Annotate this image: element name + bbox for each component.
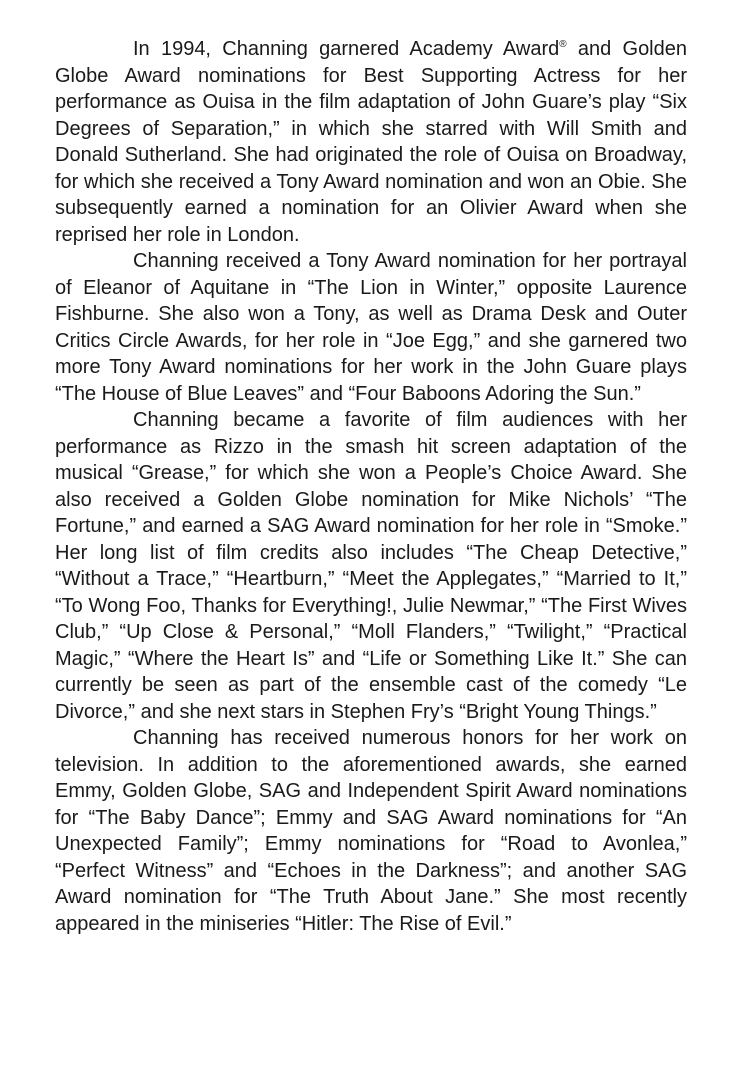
biography-text [55, 36, 687, 937]
paragraph-1-text-end: and Golden Globe Award nominations for Best Supporting Actress for her performance as Ouisa in the film adaptation of John Guare’s play “Six Degrees of Separation,” in which she starred with Will Smith and Donald Sutherland. She had originated the role of Ouisa on Broadway, for which she received a Tony Award nomination and won an Obie. She subsequently earned a nomination for an Olivier Award when she reprised her role in London. [55, 38, 687, 246]
paragraph-1 [55, 36, 687, 248]
paragraph-4: Channing has received numerous honors for her work on television. In addition to the aforementioned awards, she earned Emmy, Golden Globe, SAG and Independent Spirit Award nominations for “The Baby Dance”; Emmy and SAG Award nominations for “An Unexpected Family”; Emmy nominations for “Road to Avonlea,” “Perfect Witness” and “Echoes in the Darkness”; and another SAG Award nomination for “The Truth About Jane.” She most recently appeared in the miniseries “Hitler: The Rise of Evil.” [55, 727, 687, 935]
paragraph-1-text-start: In 1994, Channing garnered Academy Award [133, 38, 560, 60]
paragraph-2: Channing received a Tony Award nomination for her portrayal of Eleanor of Aquitane in “The Lion in Winter,” opposite Laurence Fishburne. She also won a Tony, as well as Drama Desk and Outer Critics Circle Awards, for her role in “Joe Egg,” and she garnered two more Tony Award nominations for her work in the John Guare plays “The House of Blue Leaves” and “Four Baboons Adoring the Sun.” [55, 250, 687, 405]
registered-mark: ® [559, 39, 567, 50]
paragraph-3: Channing became a favorite of film audiences with her performance as Rizzo in the smash hit screen adaptation of the musical “Grease,” for which she won a People’s Choice Award. She also received a Golden Globe nomination for Mike Nichols’ “The Fortune,” and earned a SAG Award nomination for her role in “Smoke.” Her long list of film credits also includes “The Cheap Detective,” “Without a Trace,” “Heartburn,” “Meet the Applegates,” “Married to It,” “To Wong Foo, Thanks for Everything!, Julie Newmar,” “The First Wives Club,” “Up Close & Personal,” “Moll Flanders,” “Twilight,” “Practical Magic,” “Where the Heart Is” and “Life or Something Like It.” She can currently be seen as part of the ensemble cast of the comedy “Le Divorce,” and she next stars in Stephen Fry’s “Bright Young Things.” [55, 409, 687, 723]
